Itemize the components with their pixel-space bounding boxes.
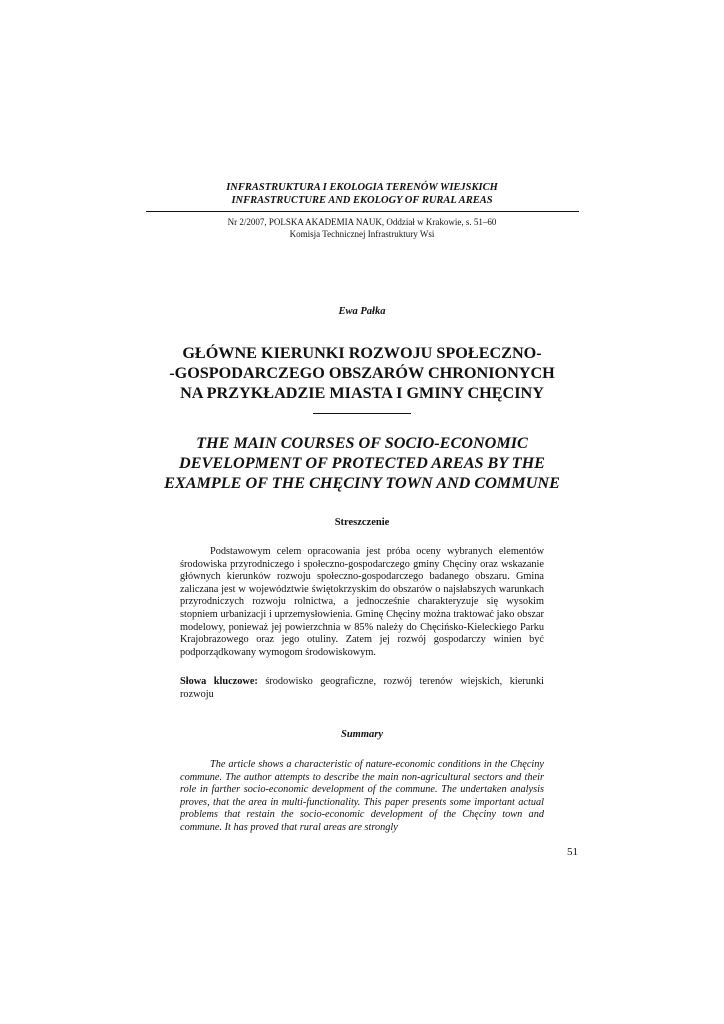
abstract-text: Podstawowym celem opracowania jest próba oceny wybranych elementów środowiska przyrodniczego i społeczno-gospodarczego gminy Chęciny oraz wskazanie głównych kierunków rozwoju społeczno-gospodarczego badanego obszaru. Gmina zaliczana jest w województwie świętokrzyskim do obszarów o najsłabszych warunkach przyrodniczych rozwoju rolnictwa, a jednocześnie charakteryzuje się wysokim stopniem urbanizacji i uprzemysłowienia. Gminę Chęciny można traktować jako obszar modelowy, ponieważ jej powierzchnia w 85% należy do Chęcińsko-Kieleckiego Parku Krajobrazowego oraz jego otuliny. Zatem jej rozwój gospodarczy winien być podporządkowany wymogom środowiskowym. bbox=[180, 546, 544, 658]
committee-line: Komisja Technicznej Infrastruktury Wsi bbox=[289, 229, 435, 239]
header-divider bbox=[146, 211, 579, 212]
abstract-heading: Streszczenie bbox=[334, 517, 390, 528]
title-polish: GŁÓWNE KIERUNKI ROZWOJU SPOŁECZNO- -GOSPODARCZEGO OBSZARÓW CHRONIONYCH NA PRZYKŁADZIE MIASTA I GMINY CHĘCINY bbox=[169, 344, 555, 402]
journal-title-en: INFRASTRUCTURE AND EKOLOGY OF RURAL AREAS bbox=[231, 195, 493, 206]
title-english: THE MAIN COURSES OF SOCIO-ECONOMIC DEVELOPMENT OF PROTECTED AREAS BY THE EXAMPLE OF THE CHĘCINY TOWN AND COMMUNE bbox=[164, 434, 560, 492]
summary-heading: Summary bbox=[340, 729, 383, 740]
keywords-label: Słowa kluczowe: bbox=[180, 676, 258, 687]
journal-title-pl: INFRASTRUKTURA I EKOLOGIA TERENÓW WIEJSKICH bbox=[226, 182, 498, 193]
issue-info bbox=[146, 216, 578, 240]
summary-text: The article shows a characteristic of nature-economic conditions in the Chęciny commune. The author attempts to describe the main non-agricultural sectors and their role in farther socio-economic development of the commune. The undertaken analysis proves, that the area in multi-functionality. This paper presents some important actual problems that restain the socio-economic development of the Chęciny town and commune. It has proved that rural areas are strongly bbox=[180, 759, 544, 833]
author-name: Ewa Pałka bbox=[338, 306, 386, 317]
keywords-text: środowisko geograficzne, rozwój terenów wiejskich, kierunki rozwoju bbox=[180, 676, 545, 700]
journal-header bbox=[146, 181, 578, 207]
title-divider bbox=[313, 413, 411, 414]
keywords bbox=[180, 676, 544, 701]
issue-line: Nr 2/2007, POLSKA AKADEMIA NAUK, Oddział w Krakowie, s. 51–60 bbox=[227, 217, 497, 227]
page-number: 51 bbox=[567, 846, 578, 858]
